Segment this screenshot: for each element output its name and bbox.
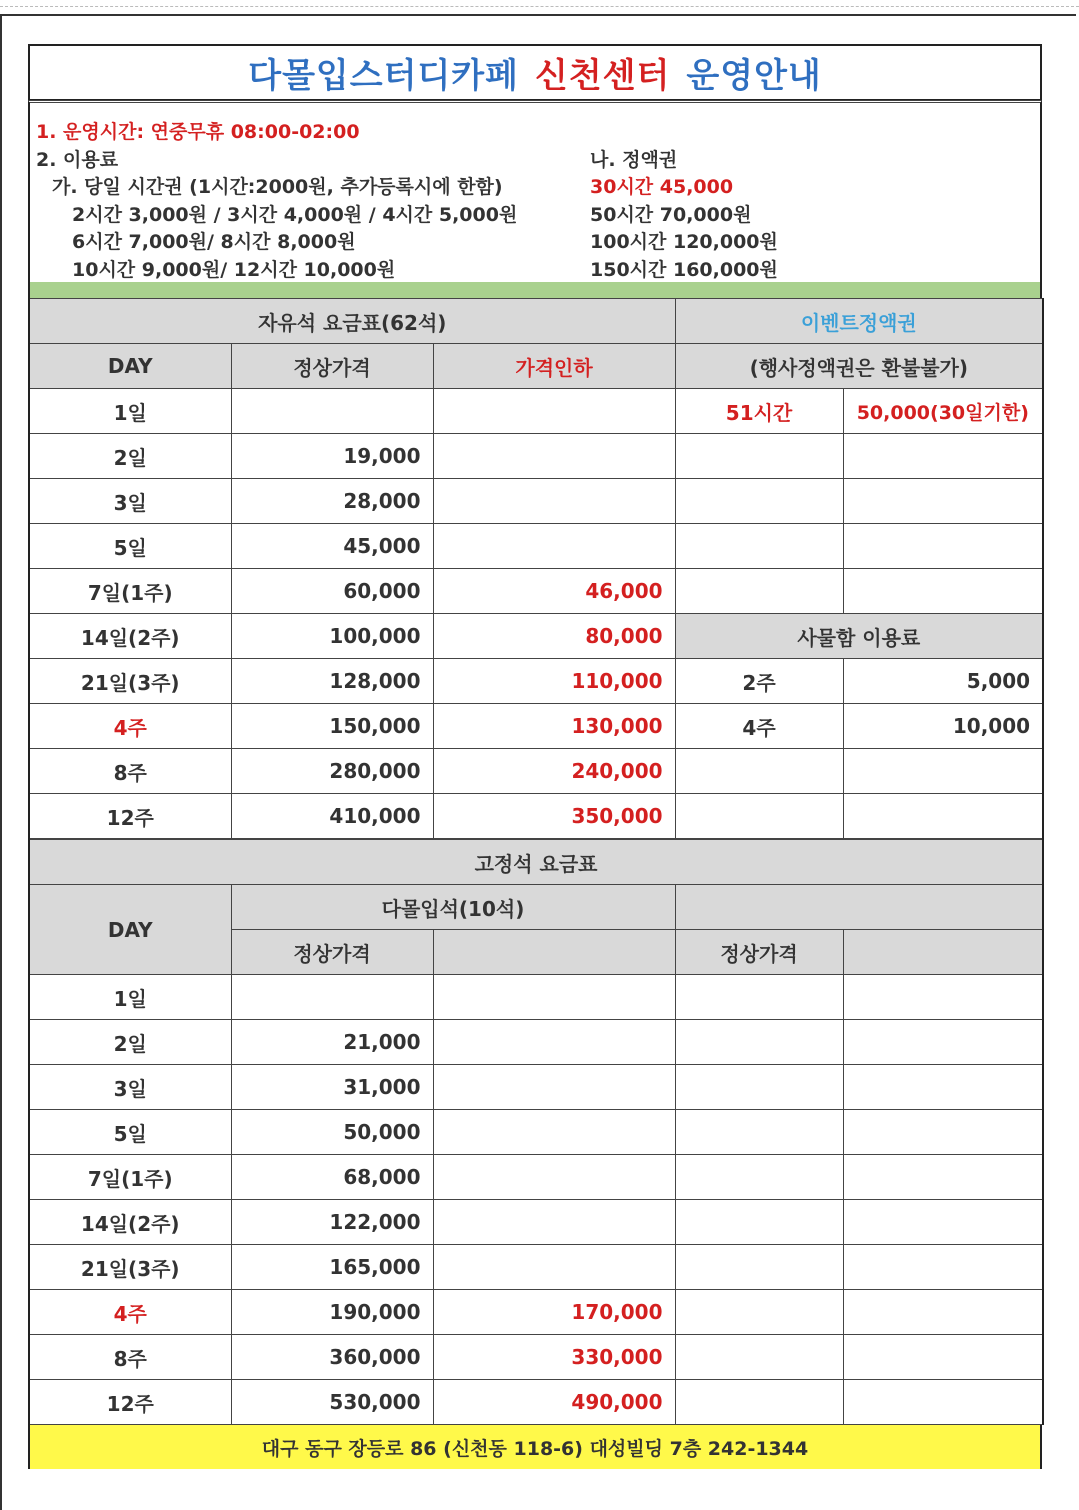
empty-cell	[675, 524, 843, 569]
discount-price-cell	[433, 1020, 675, 1065]
daily-line: 2시간 3,000원 / 3시간 4,000원 / 4시간 5,000원	[72, 204, 518, 226]
day-cell: 7일(1주)	[29, 569, 231, 614]
normal-price-cell: 50,000	[231, 1110, 433, 1155]
discount-price-cell	[433, 1155, 675, 1200]
day-cell: 12주	[29, 1380, 231, 1425]
day-cell: 14일(2주)	[29, 1200, 231, 1245]
discount-price-cell	[433, 1200, 675, 1245]
empty-cell	[843, 569, 1043, 614]
discount-price-cell: 490,000	[433, 1380, 675, 1425]
empty-cell	[843, 479, 1043, 524]
day-cell: 21일(3주)	[29, 659, 231, 704]
normal-price-cell: 45,000	[231, 524, 433, 569]
title-cafe-name: 다몰입스터디카페	[248, 56, 519, 96]
col-normal-header: 정상가격	[231, 344, 433, 389]
normal-price-cell: 360,000	[231, 1335, 433, 1380]
empty-header	[433, 930, 675, 975]
day-cell: 7일(1주)	[29, 1155, 231, 1200]
day-cell: 4주	[29, 1290, 231, 1335]
locker-period-cell: 2주	[675, 659, 843, 704]
event-pass-title: 이벤트정액권	[675, 299, 1043, 344]
table-row	[29, 389, 1043, 434]
discount-price-cell: 330,000	[433, 1335, 675, 1380]
normal-price-cell	[231, 389, 433, 434]
daily-line: 6시간 7,000원/ 8시간 8,000원	[72, 231, 356, 253]
address-footer: 대구 동구 장등로 86 (신천동 118-6) 대성빌딩 7층 242-1344	[28, 1425, 1042, 1469]
normal-price-cell: 19,000	[231, 434, 433, 479]
event-hours-cell: 51시간	[675, 389, 843, 434]
empty-cell	[675, 975, 843, 1020]
day-cell: 3일	[29, 479, 231, 524]
table-row	[29, 479, 1043, 524]
empty-cell	[843, 1245, 1043, 1290]
day-cell: 1일	[29, 975, 231, 1020]
day-cell: 3일	[29, 1065, 231, 1110]
normal-price-cell: 60,000	[231, 569, 433, 614]
col-normal-header: 정상가격	[231, 930, 433, 975]
locker-price-cell: 10,000	[843, 704, 1043, 749]
discount-price-cell: 130,000	[433, 704, 675, 749]
empty-cell	[843, 1155, 1043, 1200]
table-row	[29, 1110, 1043, 1155]
title-branch: 신천센터	[534, 56, 671, 96]
normal-price-cell: 21,000	[231, 1020, 433, 1065]
normal-price-cell: 165,000	[231, 1245, 433, 1290]
divider-bar	[28, 282, 1042, 298]
empty-cell	[843, 1335, 1043, 1380]
empty-cell	[843, 749, 1043, 794]
free-table-title: 자유석 요금표(62석)	[29, 299, 675, 344]
day-cell: 8주	[29, 749, 231, 794]
pass-line: 50시간 70,000원	[590, 204, 752, 226]
empty-cell	[843, 1065, 1043, 1110]
empty-cell	[843, 975, 1043, 1020]
discount-price-cell: 46,000	[433, 569, 675, 614]
col-discount-header: 가격인하	[433, 344, 675, 389]
discount-price-cell: 80,000	[433, 614, 675, 659]
discount-price-cell	[433, 524, 675, 569]
day-cell: 1일	[29, 389, 231, 434]
table-row	[29, 794, 1043, 839]
table-row	[29, 1155, 1043, 1200]
fee-title: 2. 이용료	[36, 149, 119, 171]
hours-text: 1. 운영시간: 연중무휴 08:00-02:00	[36, 121, 360, 143]
table-row	[29, 749, 1043, 794]
table-row	[29, 1245, 1043, 1290]
locker-price-cell: 5,000	[843, 659, 1043, 704]
empty-header	[843, 930, 1043, 975]
event-price-cell: 50,000(30일기한)	[843, 389, 1043, 434]
normal-price-cell: 410,000	[231, 794, 433, 839]
discount-price-cell: 110,000	[433, 659, 675, 704]
normal-price-cell: 100,000	[231, 614, 433, 659]
empty-cell	[675, 794, 843, 839]
discount-price-cell	[433, 1065, 675, 1110]
seat-group-header: 다몰입석(10석)	[231, 885, 675, 930]
pass-line: 30시간 45,000	[590, 176, 734, 198]
empty-cell	[675, 1290, 843, 1335]
col-day-header: DAY	[29, 885, 231, 975]
table-row	[29, 1380, 1043, 1425]
table-row	[29, 1020, 1043, 1065]
locker-period-cell: 4주	[675, 704, 843, 749]
empty-cell	[675, 749, 843, 794]
pass-line: 150시간 160,000원	[590, 259, 778, 281]
empty-cell	[675, 1020, 843, 1065]
locker-title: 사물함 이용료	[675, 614, 1043, 659]
day-cell: 21일(3주)	[29, 1245, 231, 1290]
empty-cell	[675, 569, 843, 614]
table-row	[29, 434, 1043, 479]
empty-cell	[843, 794, 1043, 839]
normal-price-cell: 122,000	[231, 1200, 433, 1245]
normal-price-cell: 31,000	[231, 1065, 433, 1110]
discount-price-cell	[433, 1245, 675, 1290]
empty-cell	[843, 1200, 1043, 1245]
empty-cell	[843, 1380, 1043, 1425]
table-row	[29, 1065, 1043, 1110]
normal-price-cell: 128,000	[231, 659, 433, 704]
empty-cell	[843, 1020, 1043, 1065]
discount-price-cell	[433, 479, 675, 524]
day-cell: 14일(2주)	[29, 614, 231, 659]
fixed-table-title: 고정석 요금표	[29, 840, 1043, 885]
normal-price-cell: 68,000	[231, 1155, 433, 1200]
col-day-header: DAY	[29, 344, 231, 389]
table-row	[29, 975, 1043, 1020]
price-sheet	[28, 44, 1042, 1469]
empty-cell	[675, 1335, 843, 1380]
day-cell: 8주	[29, 1335, 231, 1380]
table-row	[29, 1200, 1043, 1245]
daily-line: 10시간 9,000원/ 12시간 10,000원	[72, 259, 396, 281]
empty-cell	[675, 1065, 843, 1110]
day-cell: 5일	[29, 524, 231, 569]
col-normal-header-2: 정상가격	[675, 930, 843, 975]
empty-cell	[675, 479, 843, 524]
info-section	[28, 100, 1042, 282]
discount-price-cell	[433, 389, 675, 434]
discount-price-cell	[433, 975, 675, 1020]
daily-pass-title: 가. 당일 시간권 (1시간:2000원, 추가등록시에 한함)	[52, 176, 503, 198]
empty-cell	[843, 434, 1043, 479]
top-dashed-line	[0, 6, 1079, 7]
empty-cell	[675, 1110, 843, 1155]
event-note: (행사정액권은 환불불가)	[675, 344, 1043, 389]
page-title	[28, 44, 1042, 100]
pass-title: 나. 정액권	[590, 149, 678, 171]
table-row	[29, 569, 1043, 614]
fixed-seat-table	[28, 839, 1044, 1425]
table-row	[29, 659, 1043, 704]
table-row	[29, 1290, 1043, 1335]
table-row	[29, 614, 1043, 659]
title-guide: 운영안내	[686, 56, 822, 96]
discount-price-cell: 350,000	[433, 794, 675, 839]
day-cell: 2일	[29, 434, 231, 479]
normal-price-cell: 150,000	[231, 704, 433, 749]
empty-cell	[843, 1110, 1043, 1155]
empty-cell	[843, 524, 1043, 569]
empty-cell	[675, 434, 843, 479]
empty-cell	[675, 1245, 843, 1290]
normal-price-cell	[231, 975, 433, 1020]
empty-cell	[843, 1290, 1043, 1335]
discount-price-cell: 170,000	[433, 1290, 675, 1335]
empty-cell	[675, 1380, 843, 1425]
day-cell: 4주	[29, 704, 231, 749]
free-seat-table	[28, 298, 1044, 839]
normal-price-cell: 530,000	[231, 1380, 433, 1425]
day-cell: 5일	[29, 1110, 231, 1155]
empty-header	[675, 885, 1043, 930]
table-row	[29, 524, 1043, 569]
table-row	[29, 704, 1043, 749]
empty-cell	[675, 1200, 843, 1245]
normal-price-cell: 28,000	[231, 479, 433, 524]
discount-price-cell	[433, 434, 675, 479]
empty-cell	[675, 1155, 843, 1200]
normal-price-cell: 280,000	[231, 749, 433, 794]
day-cell: 12주	[29, 794, 231, 839]
discount-price-cell: 240,000	[433, 749, 675, 794]
day-cell: 2일	[29, 1020, 231, 1065]
normal-price-cell: 190,000	[231, 1290, 433, 1335]
pass-line: 100시간 120,000원	[590, 231, 778, 253]
discount-price-cell	[433, 1110, 675, 1155]
table-row	[29, 1335, 1043, 1380]
